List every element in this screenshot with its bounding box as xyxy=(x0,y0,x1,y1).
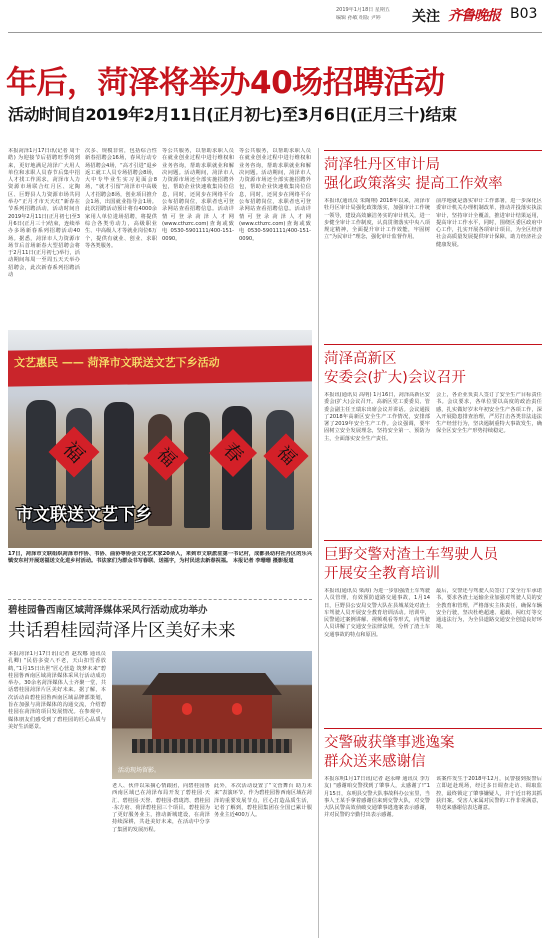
main-subhead: 活动时间自2019年2月11日(正月初七)至3月6日(正月三十)结束 xyxy=(8,105,457,124)
culture-caption: 17日，菏泽市文联组织菏泽市作协、书协、曲协等协会文化艺术家20余人，来到市文联派驻第一书记村，成都县幼村社丹区的乐兴镇安东村开展送福送文化进乡村活动。书法家们为群众书写春联、送福字，为村民送去新春祝福。 本报记者 李珊珊 摄影报道 xyxy=(8,551,312,565)
hitrun-headline xyxy=(324,734,542,772)
main-col-3: 等公共服务，以帮助求职人员在就业创业过程中进行维权和业务咨询，帮助求职就业和解决问题。活动期间，菏泽市人力资源市场还全部实施招聘外包，帮助企业快速收集岗位信息，同时，还同步在网络平台公布招聘岗位，求职者也可登录网站查看招聘信息。活动详情可登录菏泽人才网(www.cthzrc.com)查询或致电0530-5901111/400-151-0090。 xyxy=(162,148,234,242)
media-col-4: 此外，本次活动设置了“文营舞台 助力未来”表演环节，作为碧桂园鲁西南区域在菏泽的重要发展节点，匠心打造品质生活，记者了解到，碧桂园集团在全国已累计服务业主近400万人。 xyxy=(214,783,312,819)
story-rule xyxy=(324,728,542,729)
audit-col-1: 本报讯(通讯员 朱陶翔) 2018年以来，菏泽市牡丹区审计局强化政策落实，加强审计工作统一领导，建设高效廉洁务实的审计机关，进一步健全审计工作制度，认真贯彻落实中央八项规定精神，全面提升审计工作效能，牢固树立“为民审计”理念，强化审计监督作用。 xyxy=(324,198,430,241)
main-headline: 年后，菏泽将举办40场招聘活动 xyxy=(6,65,445,101)
person xyxy=(184,412,210,528)
hitech-headline-text: 菏泽高新区 安委会(扩大)会议召开 xyxy=(324,351,466,386)
story-rule xyxy=(324,344,542,345)
lantern xyxy=(232,703,242,715)
main-col-2: 次多、规模非常，包括综合性新春招聘会16场，春风行动专场招聘会4场，“高才引进”退乡返工就工人员专场招聘会8场，大中专毕业生实习见面会8场，“就才引留”菏泽市中高级人才招聘会8场，创业项目推介会1场，出国就业指导会1场。此次招聘活动预计将有4000余家用人单位进场招聘，将提供综合各类劳动力，高级职业生、中高级人才等就业岗位6万个，提供有就业、创业、求职等各类服务。 xyxy=(85,148,157,249)
hitrun-col-1: 本报东明1月17日讯(记者 赵永峰 通讯员 李万友) “感谢咱交警找到了肇事人，太感谢了!”1月15日，东明县交警大队事故科办公室里，当事人王某手拿着感谢信来到交警大队，对交警大队民警高效侦破交通肇事逃逸案表示感谢，并对民警的辛勤付出表示感谢。 xyxy=(324,776,430,819)
hitech-col-2: 会上，各企业负责人签订了安全生产目标责任书。会议要求，各单位要以高度的政治责任感，扎实做好岁末年初安全生产各项工作，深入开展隐患排查治理，严厉打击各类非法违法生产经营行为，坚决遏制重特大事故发生，确保全区安全生产形势持续稳定。 xyxy=(436,392,542,435)
juye-col-1: 本报讯(通讯员 梁海) 为进一步加强渣土车驾驶人员管理，有效预防道路交通事故，1月14日，巨野县公安局交警大队在县城某处对渣土车驾驶人员开展安全教育培训活动。培训中，民警通过案例讲解、视频观看等形式，向驾驶人员讲解了交通安全法律法规，分析了渣土车交通事故的特点和原因。 xyxy=(324,588,430,638)
juye-headline xyxy=(324,546,542,584)
column-divider xyxy=(318,148,319,938)
page-number: B03 xyxy=(510,6,538,22)
story-rule xyxy=(324,150,542,151)
media-headline: 共话碧桂园菏泽片区美好未来 xyxy=(8,621,236,641)
lantern xyxy=(182,703,192,715)
story-rule xyxy=(324,540,542,541)
banner-text: 文艺惠民 —— 菏泽市文联送文艺下乡活动 xyxy=(14,356,220,369)
juye-headline-text: 巨野交警对渣土车驾驶人员 开展安全教育培训 xyxy=(324,547,498,582)
audit-col-2: 前序地就是落实审计工作部署，进一步深化区委审计机关办理机制改革，推动并投落实执法审计，坚持审计全覆盖，推进审计结果运用，提高审计工作水平，同时，围绕区委区政府中心工作，扎实开展各项审计项目，为全区经济社会高质量发展提供审计保障，助力经济社会健康发展。 xyxy=(436,198,542,248)
courtyard-photo xyxy=(112,651,312,779)
section-divider xyxy=(8,599,312,600)
main-col-4: 等公共服务，以帮助求职人员在就业创业过程中进行维权和业务咨询，帮助求职就业和解决问题。活动期间，菏泽市人力资源市场还全部实施招聘外包，帮助企业快速收集岗位信息，同时，还同步在网络平台公布招聘岗位，求职者也可登录网站查看招聘信息。活动详情可登录菏泽人才网(www.cthzrc.com)查询或致电0530-5901111/400-151-0090。 xyxy=(239,148,311,242)
fu-sign: 福 xyxy=(263,433,308,478)
media-col-3: 老人、伙伴以采摘心情跟团，向碧桂园鲁西南区域已在菏泽布局开发了碧桂园·天汇、碧桂园·天誉、碧桂园·碧珑湾、碧桂园·东方府、荷泽碧桂园三个项目。碧桂园为了更好服务业主，推动新城建设，在菏泽持续深耕，共赴美好未来，在活动中分享了集团的发展历程。 xyxy=(112,783,210,833)
chun-sign: 春 xyxy=(209,429,257,477)
header-editors: 编辑 孙敏 组版 尹婷 xyxy=(336,15,381,21)
hitech-col-1: 本报讯(通讯员 高明) 1月16日，菏泽高新区安委会(扩大)会议召开。高新区党工委委员、管委会副主任王瑞东出席会议并讲话。会议通报了2018年高新区安全生产工作情况，安排部署了2019年安全生产工作。会议强调，要牢固树立安全发展理念，坚持安全第一、预防为主，全面落实安全生产责任。 xyxy=(324,392,430,442)
media-col-1: 本报菏泽1月17日讯(记者 赵玫娜 通讯员 孔卿) “民俗多姿八不老，天山扣雪香放鹤，”1月15日出世“匠心营造 筑梦未来”碧桂园鲁西南区域菏泽媒体采风行活动成功举办。30余名菏泽媒体人士齐聚一堂，共话碧桂园菏泽片区美好未来。据了解，本次活动由碧桂园鲁西南区域品牌部策划，旨在加强与菏泽媒体的沟通交流，介绍碧桂园在菏泽的项目发展情况。在参观中，媒体朋友们感受到了碧桂园的匠心品质与美好生活愿景。 xyxy=(8,651,106,730)
hitech-headline xyxy=(324,350,542,388)
fu-sign: 福 xyxy=(143,435,188,480)
crowd xyxy=(132,739,292,753)
hitrun-headline-text: 交警破获肇事逃逸案 群众送来感谢信 xyxy=(324,735,455,770)
photo-caption-overlay: 市文联送文艺下乡 xyxy=(16,505,152,525)
juye-col-2: 最后，交警还与驾驶人员签订了安全行车承诺书，要求各渣土运输企业加强对驾驶人员的安全教育和管理，严格落实主体责任，确保车辆安全行驶，坚决杜绝超速、超载、闯红灯等交通违法行为，为全县道路交通安全创造良好环境。 xyxy=(436,588,542,631)
fu-sign: 福 xyxy=(49,427,100,478)
page-header xyxy=(0,0,550,30)
section-label: 关注 xyxy=(412,9,440,25)
media-kicker: 碧桂园鲁西南区域菏泽媒体采风行活动成功举办 xyxy=(8,605,208,616)
main-col-1: 本报菏泽1月17日讯(记者 周千皓) 为迎接节后招聘旺季的到来，更好地满足菏泽广大用人单位和求职人员春节后集中招人才找工作需求，菏泽市人力资源市场联合红月区、定陶区、巨野县人力资源市场共同举办“正月才市天天红”新春在节系列招聘活动，活动时间自2019年2月11日(正月初七)至3月6日(正月三十)结束，连续举办多场新春系列招聘活动40场。据悉，菏泽市人力资源市场节后首场新春大型招聘会将于2月11日(正月初七)举行，活动期间每周一至周五天天举办招聘会，此次新春系列招聘活动 xyxy=(8,148,80,279)
gate-wall xyxy=(152,695,272,741)
audit-headline-text: 菏泽牡丹区审计局 强化政策落实 提高工作效率 xyxy=(324,157,503,192)
audit-headline xyxy=(324,156,542,194)
header-rule xyxy=(8,32,542,33)
culture-photo xyxy=(8,330,312,548)
hitrun-col-2: 该案件发生于2018年12月，民警接到报警后立即赶赴现场，经过多日调查走访、调取监控，最终锁定了肇事嫌疑人，并于近日将其抓获归案。受害人家属对民警的工作非常满意，特送来感谢信表达谢意。 xyxy=(436,776,542,812)
header-date: 2019年1月18日 星期五 xyxy=(336,7,390,13)
gate-roof xyxy=(142,673,282,695)
paper-logo: 齐鲁晚报 xyxy=(448,8,500,24)
courtyard-caption: 活动现场留影。 xyxy=(118,767,161,774)
